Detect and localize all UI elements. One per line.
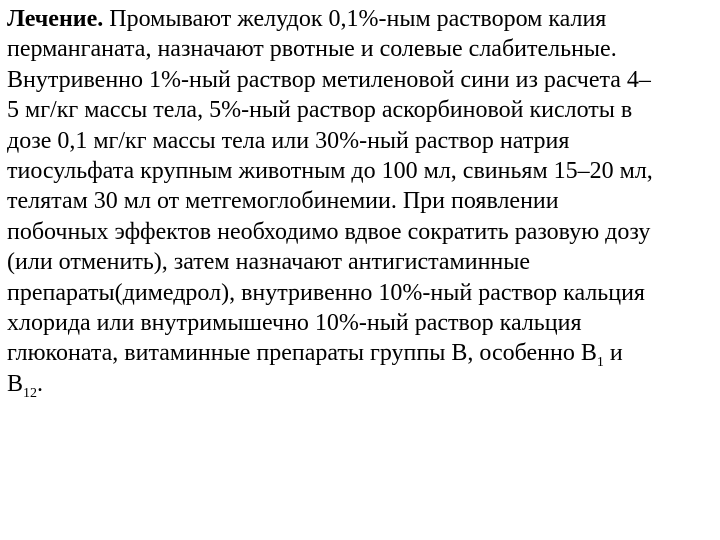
text-line-2: перманганата, назначают рвотные и солевые слабительные.	[7, 36, 617, 63]
text-line-11: хлорида или внутримышечно 10%-ный раствор кальция	[7, 309, 582, 336]
text-line-12	[7, 338, 713, 371]
final-period: .	[37, 370, 44, 397]
text-line-6: тиосульфата крупным животным до 100 мл, свиньям 15–20 мл,	[7, 157, 653, 184]
text-line-1-body: Промывают желудок 0,1%-ным раствором калия	[103, 6, 607, 32]
paragraph-heading: Лечение.	[7, 6, 104, 32]
text-line-1	[7, 4, 713, 34]
treatment-paragraph	[7, 4, 713, 399]
text-line-7: телятам 30 мл от метгемоглобинемии. При появлении	[7, 188, 559, 215]
text-line-3: Внутривенно 1%-ный раствор метиленовой сини из расчета 4–	[7, 66, 651, 93]
text-line-4: 5 мг/кг массы тела, 5%-ный раствор аскорбиновой кислоты в	[7, 97, 633, 124]
line-end-conjunction: и	[603, 340, 623, 367]
vitamin-b12-subscript: 12	[23, 385, 38, 401]
vitamin-b12-base: В	[7, 370, 24, 397]
text-line-10: препараты(димедрол), внутривенно 10%-ный раствор кальция	[7, 279, 645, 306]
text-line-12-body: глюконата, витаминные препараты группы В, особенно В	[7, 340, 597, 367]
text-line-5: дозе 0,1 мг/кг массы тела или 30%-ный раствор натрия	[7, 127, 570, 154]
text-line-9: (или отменить), затем назначают антигистаминные	[7, 249, 531, 276]
text-line-8: побочных эффектов необходимо вдвое сократить разовую дозу	[7, 218, 651, 245]
vitamin-b1-subscript: 1	[596, 355, 604, 371]
text-line-13	[7, 369, 713, 399]
